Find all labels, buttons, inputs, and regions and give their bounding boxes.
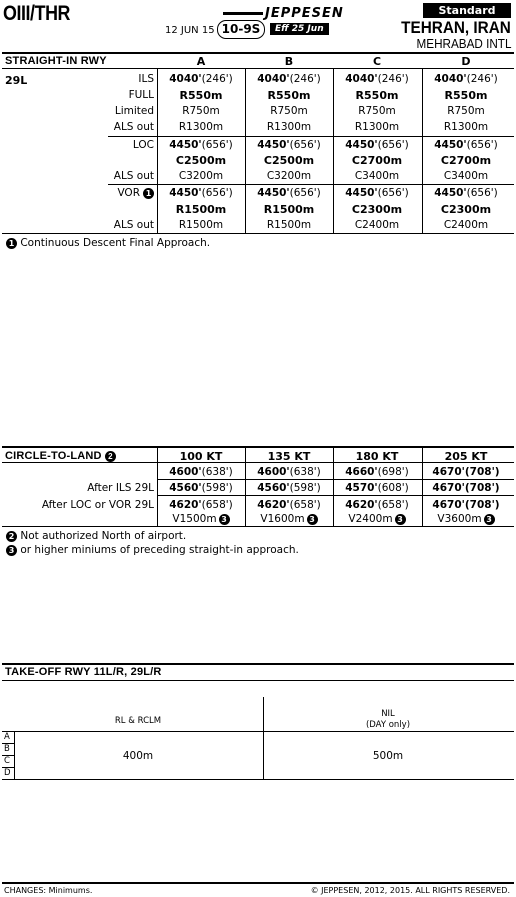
divider: [2, 882, 514, 884]
category-letter: A: [4, 732, 10, 742]
minimum-cell: [246, 139, 332, 151]
row-label: After LOC or VOR 29L: [41, 499, 154, 511]
visibility-text: V3600m: [437, 513, 482, 525]
divider: [2, 731, 514, 732]
divider: [2, 462, 514, 463]
visibility-cell: C3400m: [354, 170, 400, 182]
minimum-cell: [334, 466, 420, 478]
height-value: (246'): [201, 73, 233, 85]
visibility-text: V1500m: [172, 513, 217, 525]
row-label: [54, 121, 154, 133]
circle-title: [5, 450, 116, 462]
minimum-cell: [334, 482, 420, 494]
visibility-cell: C2700m: [351, 154, 403, 167]
minimum-cell: [423, 187, 509, 199]
note-number-icon: 3: [307, 514, 318, 525]
chart-date: 12 JUN 15: [165, 25, 215, 36]
divider: [108, 184, 514, 185]
note-number-icon: 1: [6, 238, 17, 249]
height-value: (246'): [466, 73, 498, 85]
visibility-cell: C2500m: [263, 154, 315, 167]
column-header: B: [284, 55, 294, 68]
minimum-cell: [246, 187, 332, 199]
visibility-cell: R1300m: [443, 121, 489, 133]
visibility-cell: R550m: [355, 89, 399, 102]
divider: [2, 663, 514, 665]
visibility-text: V1600m: [260, 513, 305, 525]
minimum-cell: [423, 499, 509, 511]
effective-date: Eff 25 Jun: [270, 23, 329, 35]
height-value: (598'): [201, 482, 233, 494]
row-label: [54, 219, 154, 231]
divider: [157, 479, 514, 480]
visibility-cell: R550m: [179, 89, 223, 102]
altitude-value: 4600': [257, 466, 290, 478]
minimum-cell: [246, 73, 332, 85]
row-label: [54, 139, 154, 151]
category-letter: C: [4, 756, 10, 766]
airport-name: MEHRABAD INTL: [416, 36, 511, 51]
visibility-text: V2400m: [348, 513, 393, 525]
minimum-cell: [158, 499, 244, 511]
visibility-cell: R1500m: [266, 219, 312, 231]
note-number-icon: 3: [6, 545, 17, 556]
minimum-cell: [158, 73, 244, 85]
altitude-value: 4620': [257, 499, 290, 511]
minimum-cell: [334, 187, 420, 199]
divider: [2, 68, 514, 69]
altitude-value: 4040': [434, 73, 467, 85]
height-value: (656'): [377, 139, 409, 151]
altitude-value: 4620': [169, 499, 202, 511]
divider: [2, 779, 514, 780]
altitude-value: 4600': [169, 466, 202, 478]
minimum-cell: [423, 482, 509, 494]
minimum-cell: [246, 499, 332, 511]
changes-note: CHANGES: Minimums.: [4, 886, 93, 895]
straight-in-title: STRAIGHT-IN RWY: [5, 55, 107, 67]
minimum-cell: [423, 466, 509, 478]
divider: [157, 495, 514, 496]
height-value: (638'): [201, 466, 233, 478]
copyright: © JEPPESEN, 2012, 2015. ALL RIGHTS RESERVED.: [310, 886, 510, 895]
minimum-cell: [423, 139, 509, 151]
minimum-cell: [423, 73, 509, 85]
minimum-cell: [158, 482, 244, 494]
visibility-cell: C2700m: [440, 154, 492, 167]
row-label: After ILS 29L: [87, 482, 154, 494]
note-1: [6, 237, 210, 249]
visibility-cell: R1500m: [263, 203, 315, 216]
visibility-cell: C3200m: [266, 170, 312, 182]
visibility-cell: C2500m: [175, 154, 227, 167]
divider: [2, 767, 14, 768]
divider: [2, 233, 514, 234]
altitude-value: 4450': [434, 139, 467, 151]
takeoff-col2-sub: (DAY only): [365, 720, 411, 730]
height-value: (598'): [289, 482, 321, 494]
note-number-icon: 3: [395, 514, 406, 525]
altitude-value: 4560': [169, 482, 202, 494]
minimum-cell: [334, 73, 420, 85]
note-3-text: or higher miniums of preceding straight-in approach.: [20, 544, 299, 556]
divider: [2, 680, 514, 681]
divider: [2, 743, 14, 744]
height-value: (656'): [377, 187, 409, 199]
altitude-value: 4450': [169, 139, 202, 151]
height-value: (656'): [466, 187, 498, 199]
row-label: [54, 187, 154, 199]
altitude-value: 4560': [257, 482, 290, 494]
visibility-cell: R1300m: [354, 121, 400, 133]
divider: [2, 446, 514, 448]
standard-badge: Standard: [423, 3, 511, 18]
visibility-cell: R1300m: [178, 121, 224, 133]
altitude-value: 4450': [257, 187, 290, 199]
visibility-cell: R750m: [182, 105, 220, 117]
height-value: (658'): [289, 499, 321, 511]
minimum-cell: [334, 139, 420, 151]
altitude-value: 4670': [432, 466, 465, 478]
row-label-text: ALS out: [113, 121, 154, 133]
column-header: C: [372, 55, 382, 68]
minimum-cell: [158, 139, 244, 151]
divider: [2, 526, 514, 527]
visibility-cell: C2400m: [354, 219, 400, 231]
minimum-cell: [158, 187, 244, 199]
minimum-cell: [334, 499, 420, 511]
takeoff-col2-header: NIL: [381, 709, 395, 719]
height-value: (246'): [289, 73, 321, 85]
altitude-value: 4660': [345, 466, 378, 478]
brand-name: JEPPESEN: [265, 6, 344, 21]
row-label: [54, 170, 154, 182]
jeppesen-logo: [223, 6, 344, 21]
takeoff-col1-header: RL & RCLM: [114, 716, 162, 726]
row-label-text: LOC: [132, 139, 154, 151]
note-2: [6, 530, 186, 542]
column-header: D: [461, 55, 471, 68]
chart-index: 10-9S: [217, 20, 265, 39]
city-name: TEHRAN, IRAN: [401, 18, 511, 37]
row-label-text: ILS: [138, 73, 154, 85]
visibility-cell: R1500m: [178, 219, 224, 231]
column-header: 135 KT: [267, 450, 311, 463]
note-2-text: Not authorized North of airport.: [20, 530, 187, 542]
minimum-cell: [246, 466, 332, 478]
category-letter: B: [4, 744, 10, 754]
visibility-cell: C3200m: [178, 170, 224, 182]
visibility-cell: R750m: [447, 105, 485, 117]
column-header: 205 KT: [444, 450, 488, 463]
note-number-icon: 2: [105, 451, 116, 462]
airport-code: OIII/THR: [3, 2, 71, 25]
altitude-value: 4450': [169, 187, 202, 199]
note-number-icon: 1: [143, 188, 154, 199]
takeoff-val-2: 500m: [372, 750, 404, 762]
column-header: 100 KT: [179, 450, 223, 463]
height-value: (656'): [466, 139, 498, 151]
takeoff-val-1: 400m: [122, 750, 154, 762]
height-value: (656'): [289, 187, 321, 199]
divider: [2, 52, 514, 54]
height-value: (708'): [464, 499, 500, 511]
circle-title-text: CIRCLE-TO-LAND: [5, 450, 102, 462]
visibility-cell: R550m: [267, 89, 311, 102]
divider: [108, 136, 514, 137]
altitude-value: 4450': [257, 139, 290, 151]
visibility-cell: [423, 513, 509, 525]
height-value: (656'): [289, 139, 321, 151]
visibility-cell: C2400m: [443, 219, 489, 231]
altitude-value: 4450': [345, 187, 378, 199]
height-value: (656'): [201, 187, 233, 199]
column-header: A: [196, 55, 206, 68]
visibility-cell: C3400m: [443, 170, 489, 182]
note-1-text: Continuous Descent Final Approach.: [20, 237, 211, 249]
altitude-value: 4040': [169, 73, 202, 85]
category-letter: D: [4, 768, 11, 778]
note-number-icon: 2: [6, 531, 17, 542]
row-label-text: ALS out: [113, 219, 154, 231]
altitude-value: 4040': [257, 73, 290, 85]
logo-bar-icon: [223, 12, 263, 15]
height-value: (708'): [464, 482, 500, 494]
visibility-cell: R1300m: [266, 121, 312, 133]
height-value: (658'): [201, 499, 233, 511]
visibility-cell: [158, 513, 244, 525]
visibility-cell: R750m: [270, 105, 308, 117]
row-label-text: ALS out: [113, 170, 154, 182]
height-value: (246'): [377, 73, 409, 85]
height-value: (658'): [377, 499, 409, 511]
altitude-value: 4040': [345, 73, 378, 85]
altitude-value: 4570': [345, 482, 378, 494]
runway-label: 29L: [5, 74, 28, 87]
minimum-cell: [158, 466, 244, 478]
visibility-cell: C2300m: [351, 203, 403, 216]
visibility-cell: R750m: [358, 105, 396, 117]
note-3: [6, 544, 299, 556]
altitude-value: 4450': [434, 187, 467, 199]
altitude-value: 4450': [345, 139, 378, 151]
visibility-cell: C2300m: [440, 203, 492, 216]
height-value: (638'): [289, 466, 321, 478]
row-label-text: FULL: [128, 89, 154, 101]
visibility-cell: [334, 513, 420, 525]
height-value: (608'): [377, 482, 409, 494]
height-value: (708'): [464, 466, 500, 478]
altitude-value: 4620': [345, 499, 378, 511]
takeoff-title: TAKE-OFF RWY 11L/R, 29L/R: [5, 666, 162, 678]
divider: [2, 755, 14, 756]
note-number-icon: 3: [219, 514, 230, 525]
row-label: [54, 89, 154, 101]
height-value: (698'): [377, 466, 409, 478]
visibility-cell: R550m: [444, 89, 488, 102]
visibility-cell: [246, 513, 332, 525]
row-label: [54, 105, 154, 117]
minimum-cell: [246, 482, 332, 494]
altitude-value: 4670': [432, 499, 465, 511]
note-number-icon: 3: [484, 514, 495, 525]
altitude-value: 4670': [432, 482, 465, 494]
column-header: 180 KT: [355, 450, 399, 463]
height-value: (656'): [201, 139, 233, 151]
row-label-text: VOR: [117, 187, 140, 199]
row-label: [54, 73, 154, 85]
visibility-cell: R1500m: [175, 203, 227, 216]
row-label-text: Limited: [114, 105, 154, 117]
